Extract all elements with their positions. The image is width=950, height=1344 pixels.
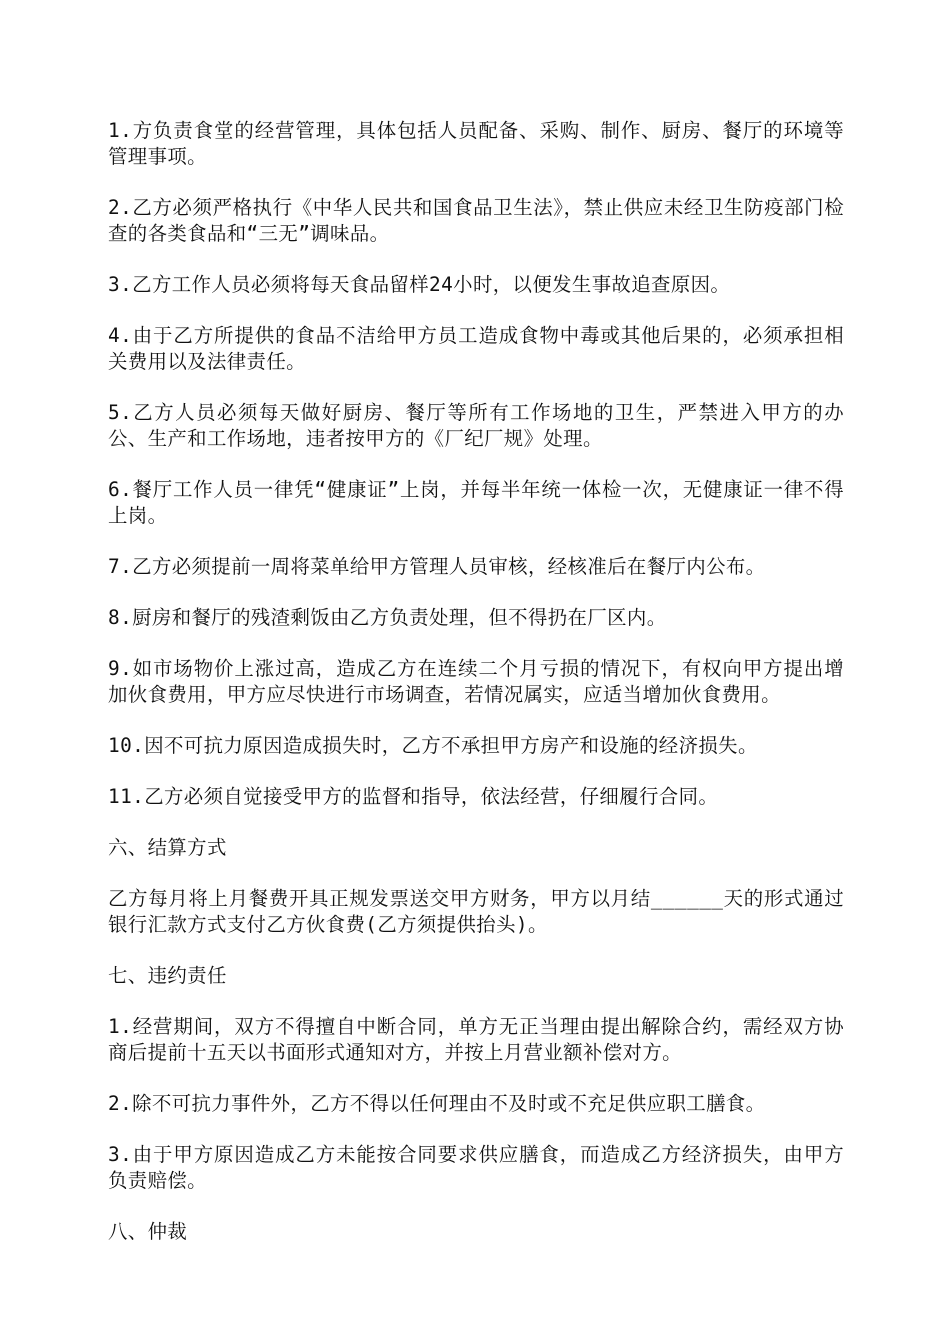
liability-item-1: 1.经营期间，双方不得擅自中断合同，单方无正当理由提出解除合约，需经双方协商后提前十五天以书面形式通知对方，并按上月营业额补偿对方。 [108,1015,844,1064]
clause-9: 9.如市场物价上涨过高，造成乙方在连续二个月亏损的情况下，有权向甲方提出增加伙食费用，甲方应尽快进行市场调查，若情况属实，应适当增加伙食费用。 [108,657,844,706]
clause-11: 11.乙方必须自觉接受甲方的监督和指导，依法经营，仔细履行合同。 [108,785,719,808]
clause-1: 1.方负责食堂的经营管理，具体包括人员配备、采购、制作、厨房、餐厅的环境等管理事项。 [108,119,844,168]
clause-6: 6.餐厅工作人员一律凭“健康证”上岗，并每半年统一体检一次，无健康证一律不得上岗。 [108,478,844,527]
clause-8: 8.厨房和餐厅的残渣剩饭由乙方负责处理，但不得扔在厂区内。 [108,606,667,629]
liability-item-2: 2.除不可抗力事件外，乙方不得以任何理由不及时或不充足供应职工膳食。 [108,1092,766,1115]
clause-5: 5.乙方人员必须每天做好厨房、餐厅等所有工作场地的卫生，严禁进入甲方的办公、生产和工作场地，违者按甲方的《厂纪厂规》处理。 [108,401,844,450]
clause-3: 3.乙方工作人员必须将每天食品留样24小时，以便发生事故追查原因。 [108,273,731,296]
document-body [108,118,844,1270]
clause-7: 7.乙方必须提前一周将菜单给甲方管理人员审核，经核准后在餐厅内公布。 [108,555,766,578]
section-heading-settlement: 六、结算方式 [108,836,227,859]
settlement-text: 乙方每月将上月餐费开具正规发票送交甲方财务，甲方以月结______天的形式通过银行汇款方式支付乙方伙食费(乙方须提供抬头)。 [108,887,844,936]
clause-10: 10.因不可抗力原因造成损失时，乙方不承担甲方房产和设施的经济损失。 [108,734,758,757]
clause-2: 2.乙方必须严格执行《中华人民共和国食品卫生法》，禁止供应未经卫生防疫部门检查的各类食品和“三无”调味品。 [108,196,844,245]
section-heading-liability: 七、违约责任 [108,964,227,987]
section-heading-arbitration: 八、仲裁 [108,1220,188,1243]
liability-item-3: 3.由于甲方原因造成乙方未能按合同要求供应膳食，而造成乙方经济损失，由甲方负责赔偿。 [108,1143,844,1192]
clause-4: 4.由于乙方所提供的食品不洁给甲方员工造成食物中毒或其他后果的，必须承担相关费用以及法律责任。 [108,324,844,373]
